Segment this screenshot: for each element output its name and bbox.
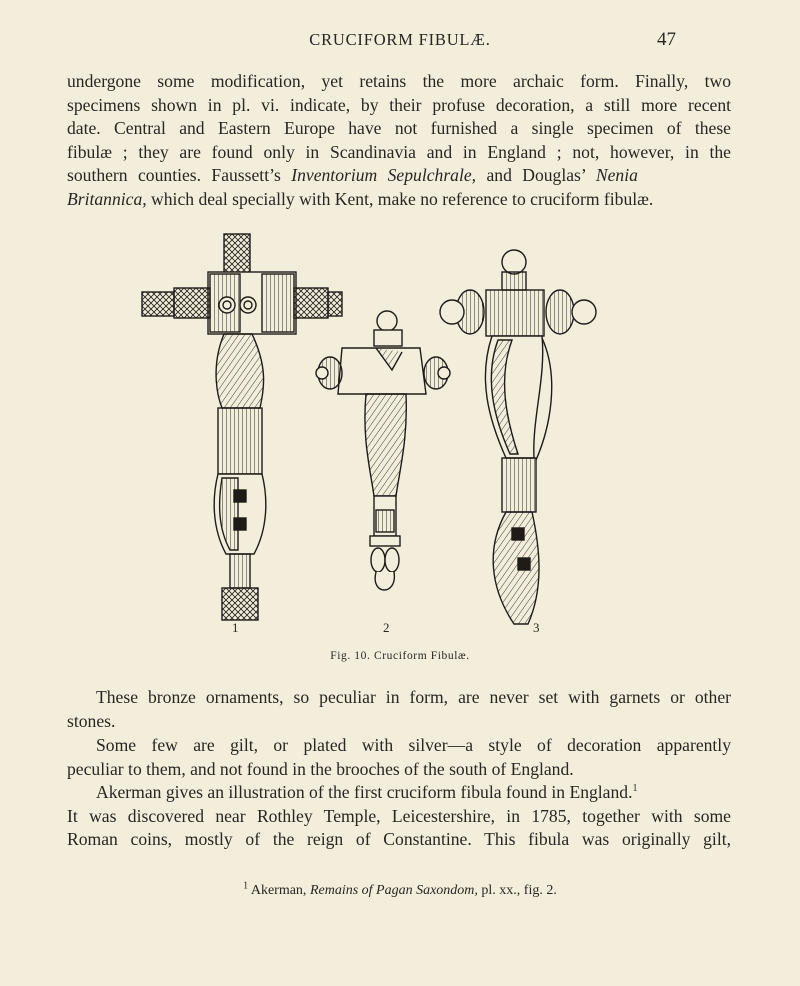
figure-number-3: 3 [533, 620, 540, 635]
footnote-text: pl. xx., fig. 2. [477, 883, 557, 898]
paragraph-2 [67, 686, 731, 733]
book-title: Nenia [595, 165, 638, 185]
text-line: These bronze ornaments, so peculiar in form, are never set with garnets or other [96, 687, 731, 707]
text-line [67, 164, 731, 188]
page-number: 47 [657, 29, 676, 50]
page-header [0, 30, 800, 54]
book-title: Inventorium Sepulchrale, [291, 165, 477, 185]
text-span: which deal specially with Kent, make no reference to cruciform fibulæ. [146, 188, 654, 209]
text-line: undergone some modification, yet retains the more archaic form. Finally, two [67, 71, 731, 91]
text-line: peculiar to them, and not found in the brooches of the south of England. [67, 758, 574, 779]
footnote-marker: 1 [243, 880, 249, 892]
paragraph-1 [67, 70, 731, 211]
paragraph-4 [67, 781, 731, 852]
text-line [67, 188, 731, 212]
fibulae-illustration [130, 228, 620, 640]
text-line: specimens shown in pl. vi. indicate, by their profuse decoration, a still more recent [67, 94, 731, 115]
figure-number-2: 2 [383, 620, 390, 635]
figure-caption: Fig. 10. Cruciform Fibulæ. [330, 650, 470, 662]
text-span: southern counties. Faussett’s [67, 165, 292, 185]
running-head: CRUCIFORM FIBULÆ. [309, 30, 491, 49]
text-line: date. Central and Eastern Europe have not furnished a single specimen of these [67, 118, 731, 138]
text-span: and Douglas’ [476, 165, 596, 185]
text-line [67, 781, 731, 805]
text-line: stones. [67, 710, 116, 731]
text-line: It was discovered near Rothley Temple, Leicestershire, in 1785, together with some [67, 805, 731, 826]
text-line: Roman coins, mostly of the reign of Constantine. This fibula was originally gilt, [67, 829, 731, 849]
paragraph-3 [67, 734, 731, 781]
footnote-text: Akerman, [248, 883, 310, 898]
text-line: Some few are gilt, or plated with silver—a style of decoration apparently [96, 735, 731, 755]
book-title: Britannica, [67, 188, 147, 209]
footnote-reference: 1 [632, 783, 638, 795]
text-line: fibulæ ; they are found only in Scandinavia and in England ; not, however, in the [67, 141, 731, 162]
text-span: Akerman gives an illustration of the first cruciform fibula found in England. [96, 782, 633, 802]
footnote-book-title: Remains of Pagan Saxondom, [309, 883, 478, 898]
figure-number-1: 1 [232, 620, 239, 635]
footnote [0, 880, 800, 899]
fibulae-engraving [130, 228, 620, 640]
